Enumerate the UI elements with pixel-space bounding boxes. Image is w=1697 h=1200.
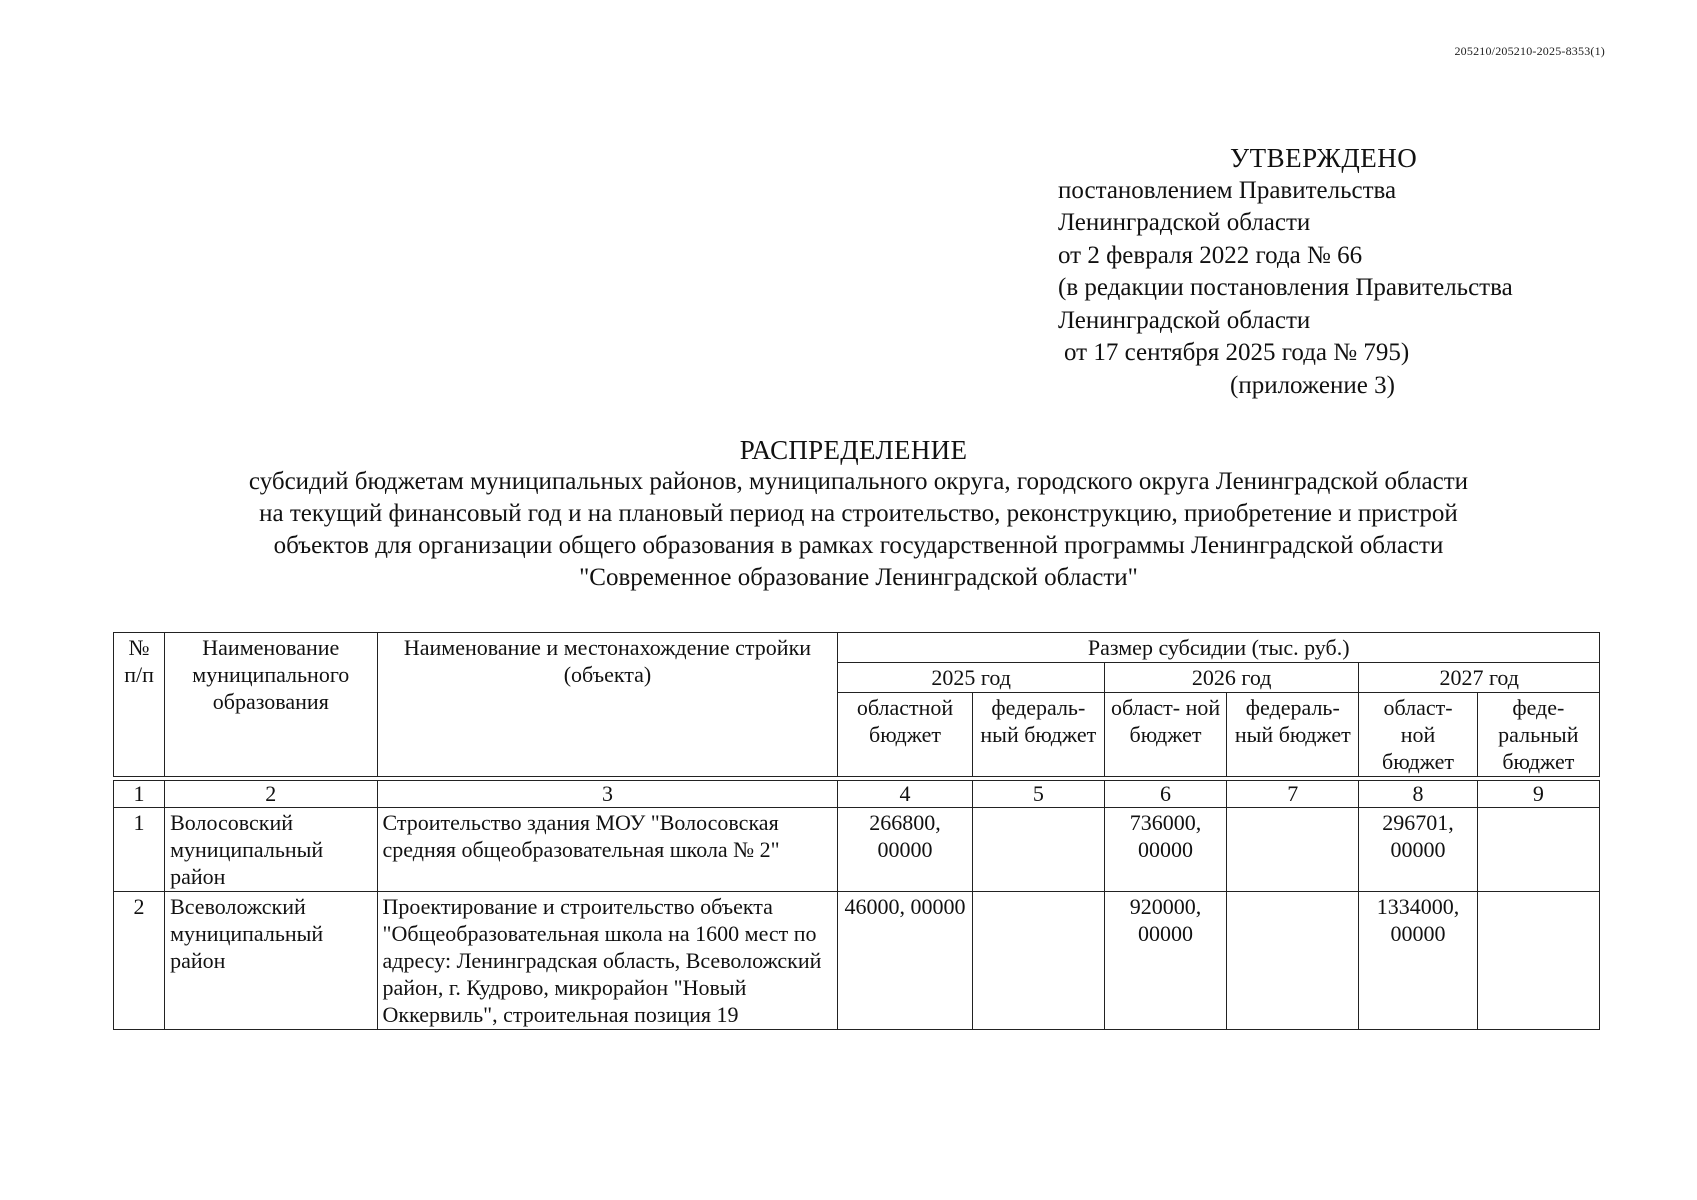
approval-title: УТВЕРЖДЕНО <box>1230 143 1418 173</box>
row-federal-2027 <box>1477 892 1599 1030</box>
header-federal-2027: феде- ральный бюджет <box>1477 693 1599 777</box>
row-regional-2026: 920000, 00000 <box>1104 892 1226 1030</box>
table-row <box>114 892 1600 1030</box>
approval-block <box>1058 142 1513 402</box>
row-object: Строительство здания МОУ "Волосовская средняя общеобразовательная школа № 2" <box>377 808 838 892</box>
column-number: 6 <box>1104 781 1226 808</box>
column-number: 1 <box>114 781 165 808</box>
row-object: Проектирование и строительство объекта "Общеобразовательная школа на 1600 мест по адресу: Ленинградская область, Всеволожский район, г. Кудрово, микрорайон "Новый Оккервиль", строительная позиция 19 <box>377 892 838 1030</box>
document-heading <box>0 434 1697 594</box>
column-number: 9 <box>1477 781 1599 808</box>
row-municipality: Всеволожский муниципальный район <box>165 892 377 1030</box>
header-regional-2027: област- ной бюджет <box>1359 693 1477 777</box>
header-federal-2026: федераль- ный бюджет <box>1227 693 1359 777</box>
header-object: Наименование и местонахождение стройки (объекта) <box>377 633 838 777</box>
header-year-2025: 2025 год <box>838 663 1105 693</box>
header-regional-2026: област- ной бюджет <box>1104 693 1226 777</box>
row-regional-2026: 736000, 00000 <box>1104 808 1226 892</box>
column-number: 5 <box>972 781 1104 808</box>
heading-title: РАСПРЕДЕЛЕНИЕ <box>739 435 968 465</box>
document-reference-number: 205210/205210-2025-8353(1) <box>1454 44 1605 58</box>
heading-subtitle-line: на текущий финансовый год и на плановый период на строительство, реконструкцию, приобретение и пристрой <box>259 500 1458 527</box>
header-year-2026: 2026 год <box>1104 663 1358 693</box>
heading-subtitle-line: субсидий бюджетам муниципальных районов, муниципального округа, городского округа Ленинградской области <box>248 468 1469 495</box>
header-year-2027: 2027 год <box>1359 663 1600 693</box>
appendix-label: (приложение 3) <box>1230 371 1395 399</box>
row-federal-2026 <box>1227 808 1359 892</box>
header-subsidy: Размер субсидии (тыс. руб.) <box>838 633 1600 663</box>
approval-line: Ленинградской области <box>1058 209 1311 236</box>
column-number: 8 <box>1359 781 1477 808</box>
approval-line: Ленинградской области <box>1058 306 1311 334</box>
row-municipality: Волосовский муниципальный район <box>165 808 377 892</box>
row-regional-2025: 266800, 00000 <box>838 808 972 892</box>
row-regional-2027: 1334000, 00000 <box>1359 892 1477 1030</box>
row-regional-2027: 296701, 00000 <box>1359 808 1477 892</box>
header-municipality: Наименование муниципального образования <box>165 633 377 777</box>
table-row <box>114 808 1600 892</box>
approval-line: (в редакции постановления Правительства <box>1058 274 1513 301</box>
row-regional-2025: 46000, 00000 <box>838 892 972 1030</box>
column-number: 7 <box>1227 781 1359 808</box>
row-num: 2 <box>114 892 165 1030</box>
row-federal-2025 <box>972 808 1104 892</box>
row-num: 1 <box>114 808 165 892</box>
column-number-row <box>114 781 1600 808</box>
header-federal-2025: федераль- ный бюджет <box>972 693 1104 777</box>
column-number: 2 <box>165 781 377 808</box>
row-federal-2026 <box>1227 892 1359 1030</box>
heading-subtitle-line: объектов для организации общего образования в рамках государственной программы Ленинградской области <box>273 532 1444 559</box>
approval-line: от 2 февраля 2022 года № 66 <box>1058 241 1363 269</box>
header-num: № п/п <box>114 633 165 777</box>
column-number: 3 <box>377 781 838 808</box>
header-regional-2025: областной бюджет <box>838 693 972 777</box>
heading-subtitle-line: "Современное образование Ленинградской области" <box>579 564 1138 591</box>
row-federal-2025 <box>972 892 1104 1030</box>
row-federal-2027 <box>1477 808 1599 892</box>
column-number: 4 <box>838 781 972 808</box>
approval-line: от 17 сентября 2025 года № 795) <box>1064 339 1410 366</box>
approval-line: постановлением Правительства <box>1058 176 1397 204</box>
subsidy-distribution-table <box>113 632 1600 1030</box>
